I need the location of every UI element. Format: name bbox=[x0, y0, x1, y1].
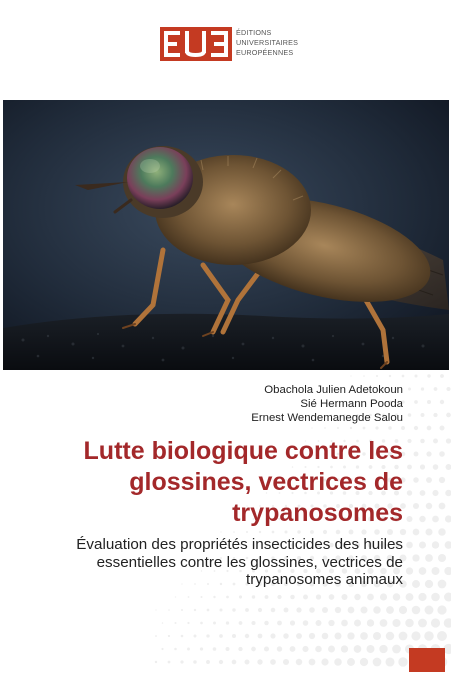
publisher-logo bbox=[160, 27, 310, 63]
title-line: glossines, vectrices de bbox=[129, 468, 403, 496]
cover-photo-fly bbox=[3, 100, 449, 370]
author-list bbox=[251, 383, 403, 426]
eue-logo-mark bbox=[160, 27, 232, 61]
publisher-name bbox=[236, 28, 298, 58]
book-subtitle bbox=[13, 536, 403, 589]
subtitle-line: essentielles contre les glossines, vectrices de bbox=[96, 553, 403, 571]
book-title bbox=[23, 436, 403, 529]
author-name: Ernest Wendemanegde Salou bbox=[251, 412, 403, 425]
publisher-line: UNIVERSITAIRES bbox=[236, 38, 299, 47]
author-name: Obachola Julien Adetokoun bbox=[264, 384, 403, 396]
brand-corner-block bbox=[409, 648, 445, 672]
horsefly-illustration bbox=[3, 100, 449, 370]
subtitle-line: Évaluation des propriétés insecticides des huiles bbox=[76, 536, 403, 553]
author-name: Sié Hermann Pooda bbox=[300, 398, 403, 411]
subtitle-line: trypanosomes animaux bbox=[245, 571, 403, 588]
publisher-line: ÉDITIONS bbox=[236, 28, 272, 37]
publisher-line: EUROPÉENNES bbox=[236, 48, 294, 57]
title-line: Lutte biologique contre les bbox=[83, 437, 403, 465]
title-line: trypanosomes bbox=[232, 499, 403, 527]
